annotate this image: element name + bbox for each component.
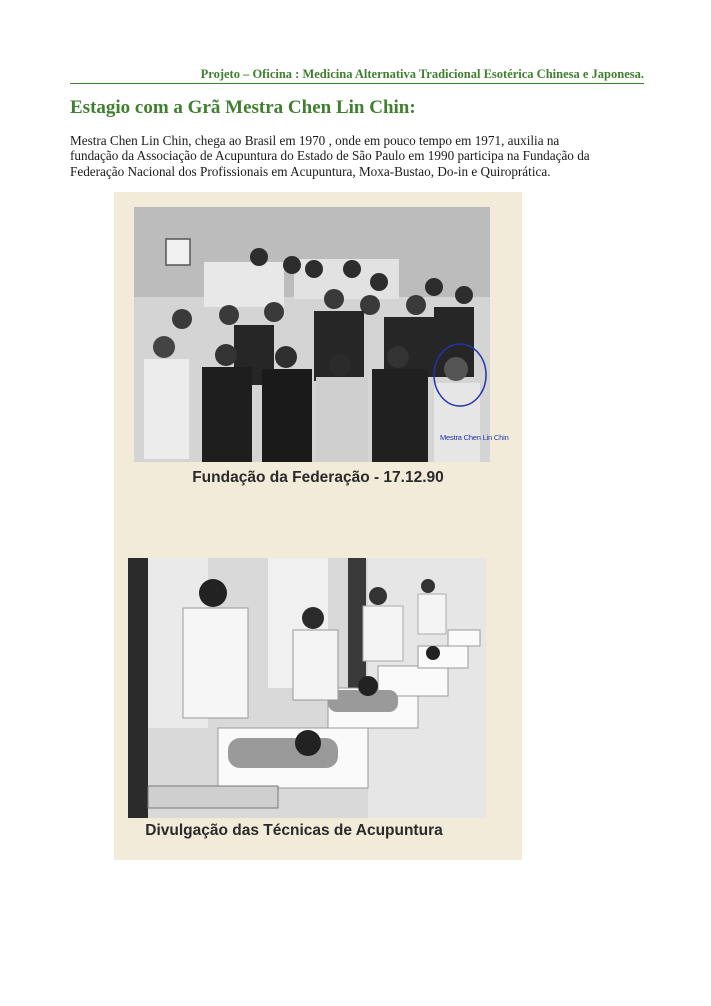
acupuncture-photo bbox=[128, 558, 486, 818]
body-line: fundação da Associação de Acupuntura do Estado de São Paulo em 1990 participa na Fundação da bbox=[70, 148, 590, 164]
document-header: Projeto – Oficina : Medicina Alternativa Tradicional Esotérica Chinesa e Japonesa. bbox=[70, 66, 644, 84]
acupuncture-photo-illustration bbox=[128, 558, 486, 818]
group-photo-illustration bbox=[134, 207, 490, 462]
photo-caption: Divulgação das Técnicas de Acupuntura bbox=[145, 822, 443, 839]
highlight-label: Mestra Chen Lin Chin bbox=[440, 433, 509, 442]
body-paragraph bbox=[70, 133, 648, 179]
body-line: Mestra Chen Lin Chin, chega ao Brasil em 1970 , onde em pouco tempo em 1971, auxilia na bbox=[70, 133, 560, 148]
scanned-page bbox=[114, 192, 522, 860]
section-title: Estagio com a Grã Mestra Chen Lin Chin: bbox=[70, 97, 416, 118]
body-line: Federação Nacional dos Profissionais em Acupuntura, Moxa-Bustao, Do-in e Quiroprática. bbox=[70, 163, 551, 179]
group-photo bbox=[134, 207, 509, 462]
photo-caption: Fundação da Federação - 17.12.90 bbox=[192, 469, 444, 486]
